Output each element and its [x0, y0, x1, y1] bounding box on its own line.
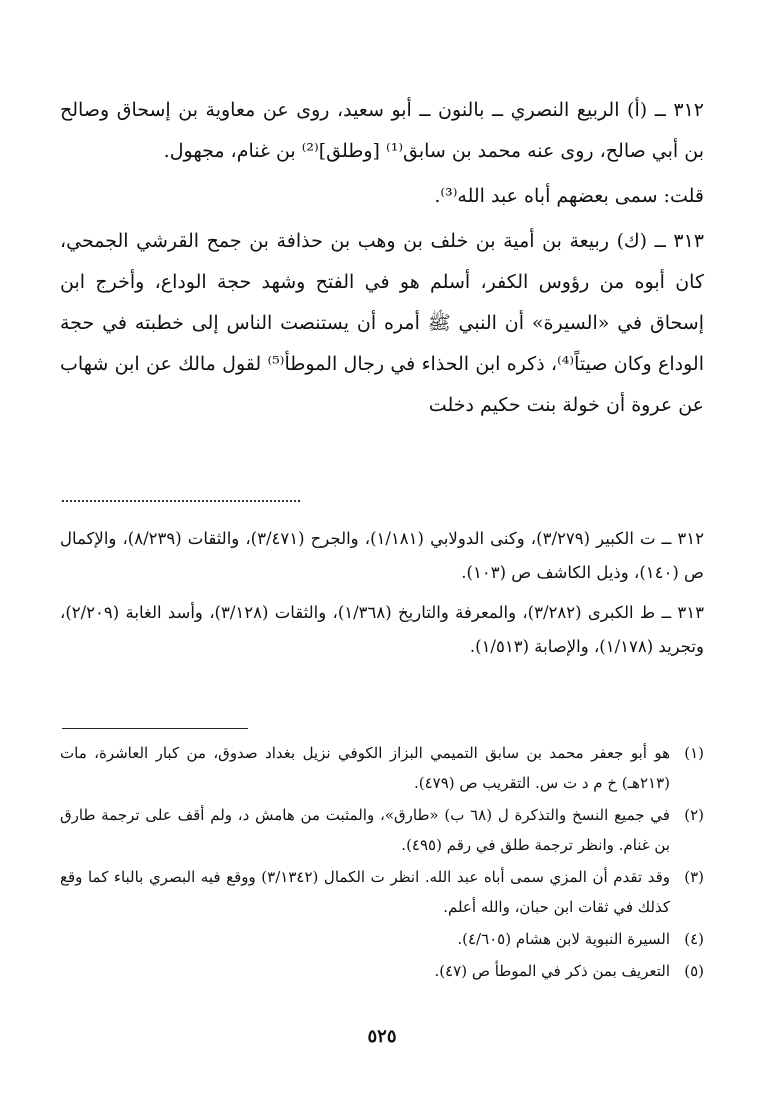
footnote-text: السيرة النبوية لابن هشام (٤/٦٠٥).: [457, 930, 670, 948]
main-text: [60, 90, 704, 426]
sources-section: [60, 522, 704, 670]
footnote-text: هو أبو جعفر محمد بن سابق التميمي البزاز الكوفي نزيل بغداد صدوق، من كبار العاشرة، مات (٢١٣هـ) خ م د ت س. التقريب ص (٤٧٩).: [60, 744, 670, 792]
footnote-5: [60, 956, 704, 986]
footnote-text: وقد تقدم أن المزي سمى أباه عبد الله. انظر ت الكمال (٣/١٣٤٢) ووقع فيه البصري بالباء كما وقع كذلك في ثقات ابن حبان، والله أعلم.: [60, 868, 670, 916]
source-312: ٣١٢ ــ ت الكبير (٣/٢٧٩)، وكنى الدولابي (١/١٨١)، والجرح (٣/٤٧١)، والثقات (٨/٢٣٩)، والإكمال ص (١٤٠)، وذيل الكاشف ص (١٠٣).: [60, 529, 704, 582]
source-313: ٣١٣ ــ ط الكبرى (٣/٢٨٢)، والمعرفة والتاريخ (١/٣٦٨)، والثقات (٣/١٢٨)، وأسد الغابة (٢/٢٠٩)، وتجريد (١/١٧٨)، والإصابة (١/٥١٣).: [60, 603, 705, 656]
footnotes-section: [60, 738, 704, 988]
dotted-separator: [62, 500, 300, 502]
footnote-number: (١): [684, 744, 704, 762]
footnote-number: (٢): [684, 806, 704, 824]
footnote-text: في جميع النسخ والتذكرة ل (٦٨ ب) «طارق»، والمثبت من هامش د، ولم أقف على ترجمة طارق بن غنام. وانظر ترجمة طلق في رقم (٤٩٥).: [60, 806, 670, 854]
footnote-2: [60, 800, 704, 860]
entry-312-note: قلت: سمى بعضهم أباه عبد الله⁽³⁾.: [434, 185, 704, 207]
footnote-1: [60, 738, 704, 798]
page-number: ٥٢٥: [367, 1026, 397, 1047]
footnote-number: (٥): [684, 962, 704, 980]
entry-312: ٣١٢ ــ (أ) الربيع النصري ــ بالنون ــ أبو سعيد، روى عن معاوية بن إسحاق وصالح بن أبي صالح، روى عنه محمد بن سابق⁽¹⁾ [وطلق]⁽²⁾ بن غنام، مجهول.: [60, 99, 704, 162]
entry-313: ٣١٣ ــ (ك) ربيعة بن أمية بن خلف بن وهب بن حذافة بن جمح القرشي الجمحي، كان أبوه من رؤوس الكفر، أسلم هو في الفتح وشهد حجة الوداع، وأخرج ابن إسحاق في «السيرة» أن النبي ﷺ أمره أن يستنصت الناس إلى خطبته في حجة الوداع وكان صيتاً⁽⁴⁾، ذكره ابن الحذاء في رجال الموطأ⁽⁵⁾ لقول مالك عن ابن شهاب عن عروة أن خولة بنت حكيم دخلت: [60, 230, 705, 416]
footnote-text: التعريف بمن ذكر في الموطأ ص (٤٧).: [434, 962, 670, 980]
footnote-3: [60, 862, 704, 922]
footnote-number: (٤): [684, 930, 704, 948]
footnote-rule: [62, 728, 248, 729]
footnote-number: (٣): [684, 868, 704, 886]
footnote-4: [60, 924, 704, 954]
